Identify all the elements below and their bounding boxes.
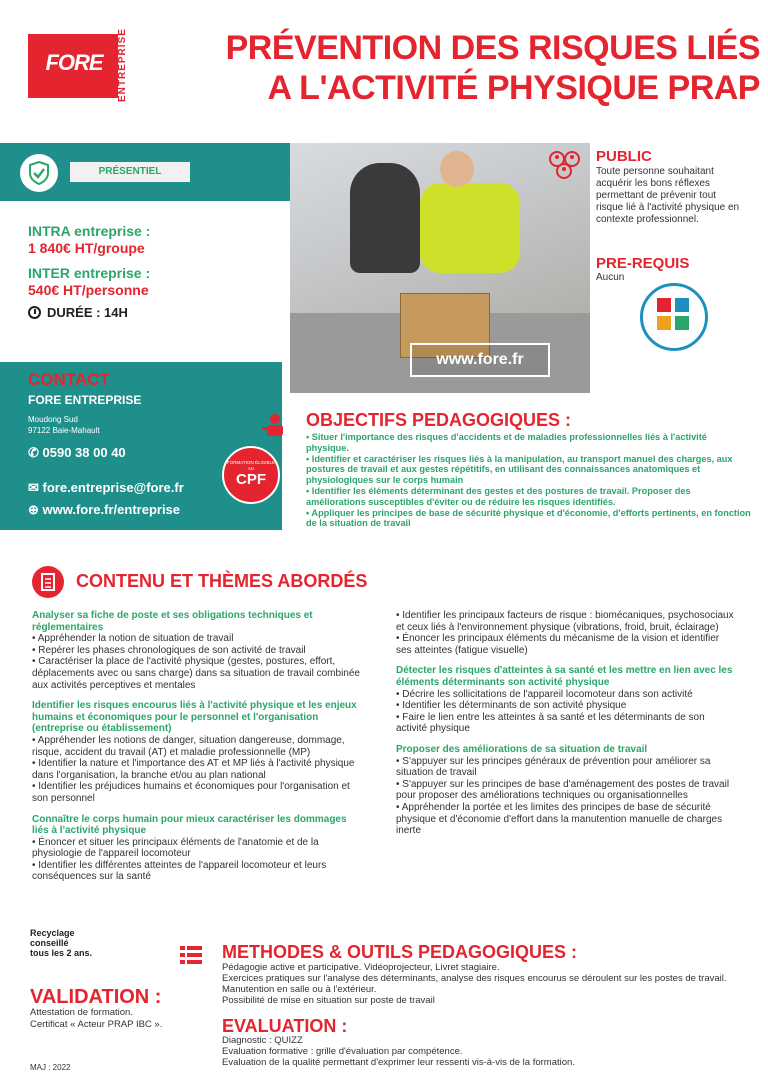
section-heading: Analyser sa fiche de poste et ses obligations techniques et réglementaires bbox=[32, 610, 313, 633]
methods-title: METHODES & OUTILS PEDAGOGIQUES : bbox=[222, 942, 578, 962]
methods-line: Possibilité de mise en situation sur poste de travail bbox=[222, 995, 435, 1006]
web-address: www.fore.fr/entreprise bbox=[42, 502, 181, 517]
phone-number: 0590 38 00 40 bbox=[42, 445, 126, 460]
page-title bbox=[140, 28, 760, 108]
cpf-badge bbox=[222, 446, 280, 504]
shield-icon bbox=[20, 154, 58, 192]
section-heading: Connaître le corps humain pour mieux caractériser les dommages liés à l'activité physique bbox=[32, 813, 347, 837]
inter-price: 540€ HT/personne bbox=[28, 282, 149, 298]
recycling-line: Recyclage bbox=[30, 928, 75, 938]
intra-price: 1 840€ HT/groupe bbox=[28, 240, 145, 256]
pricing bbox=[28, 223, 288, 299]
intra-label: INTRA entreprise : bbox=[28, 223, 151, 239]
accessibility-icon bbox=[640, 283, 708, 351]
logo-side bbox=[117, 28, 131, 102]
validation-title: VALIDATION : bbox=[30, 986, 162, 1008]
clock-icon bbox=[28, 306, 41, 319]
globe-icon: ⊕ bbox=[28, 502, 43, 517]
objectives-title: OBJECTIFS PEDAGOGIQUES : bbox=[306, 410, 572, 430]
section-body: • Énoncer et situer les principaux éléments de l'anatomie et de la physiologie de l'appareil locomoteur • Identifier les différentes atteintes de l'appareil locomoteur et leurs conséquences sur la santé bbox=[32, 836, 327, 883]
clipboard-icon bbox=[32, 566, 64, 598]
evaluation-title: EVALUATION : bbox=[222, 1016, 348, 1036]
objectives-list bbox=[306, 432, 752, 529]
public-title: PUBLIC bbox=[596, 148, 652, 165]
section-heading: Identifier les risques encourus liés à l'activité physique et les enjeux humains et économiques pour le personnel et l'organisation (entreprise ou établissement) bbox=[32, 700, 357, 735]
recycling-line: tous les 2 ans. bbox=[30, 948, 93, 958]
methods-line: Exercices pratiques sur l'analyse des déterminants, analyse des risques encourus se déroulent sur les postes de travail. Manutention en salle ou à l'extérieur. bbox=[222, 973, 727, 995]
update-date: MAJ : 2022 bbox=[30, 1063, 71, 1072]
objective-item: • Appliquer les principes de base de sécurité physique et d'économie, d'efforts pertinents, en fonction de la situation de travail bbox=[306, 507, 751, 529]
evaluation-line: Evaluation formative : grille d'évaluation par compétence. bbox=[222, 1046, 463, 1057]
content-right-column bbox=[396, 610, 736, 837]
contact-title: CONTACT bbox=[28, 370, 110, 389]
methods-line: Pédagogie active et participative. Vidéoprojecteur, Livret stagiaire. bbox=[222, 962, 500, 973]
mail-icon: ✉ bbox=[28, 480, 43, 495]
title-line-2: A L'ACTIVITÉ PHYSIQUE PRAP bbox=[267, 69, 760, 107]
list-icon bbox=[180, 944, 202, 966]
email-address: fore.entreprise@fore.fr bbox=[42, 480, 184, 495]
photo-url[interactable]: www.fore.fr bbox=[410, 343, 550, 377]
section-heading: Détecter les risques d'atteintes à sa santé et les mettre en lien avec les éléments déterminants son activité physique bbox=[396, 665, 733, 688]
contact-web[interactable] bbox=[28, 502, 180, 518]
people-icon bbox=[548, 150, 582, 180]
cpf-small: FORMATION ÉLIGIBLE AU bbox=[227, 460, 275, 471]
contact-address bbox=[28, 414, 100, 436]
recycling-note bbox=[30, 928, 92, 958]
section-body: • Décrire les sollicitations de l'appareil locomoteur dans son activité • Identifier les déterminants de son activité physique • Faire le lien entre les atteintes à sa santé et les déterminants de son activité physique bbox=[396, 688, 705, 735]
prereq-title: PRE-REQUIS bbox=[596, 255, 690, 272]
prereq-text: Aucun bbox=[596, 272, 625, 283]
public-text: Toute personne souhaitant acquérir les bons réflexes permettant de prévenir tout risque lié à l'activité physique en contexte professionnel. bbox=[596, 166, 740, 225]
phone-icon: ✆ bbox=[28, 445, 43, 460]
duration-label: DURÉE : 14H bbox=[47, 305, 128, 320]
format-badge: PRÉSENTIEL bbox=[70, 162, 190, 182]
trainer-icon bbox=[262, 412, 288, 438]
contact-email[interactable] bbox=[28, 480, 184, 496]
address-line-2: 97122 Baie-Mahault bbox=[28, 426, 100, 435]
evaluation-text bbox=[222, 1035, 752, 1068]
section-body: • Appréhender la notion de situation de travail • Repérer les phases chronologiques de son activité de travail • Caractériser la place de l'activité physique (gestes, postures, effort, déplacements avec ou sans charge) dans sa situation de travail combinée aux activités perceptives et mentales bbox=[32, 633, 360, 691]
address-line-1: Moudong Sud bbox=[28, 415, 78, 424]
title-line-1: PRÉVENTION DES RISQUES LIÉS bbox=[225, 29, 760, 67]
content-left-column bbox=[32, 610, 362, 883]
objective-item: • Identifier les éléments déterminant des gestes et des postures de travail. Proposer des améliorations susceptibles d'éviter ou de réduire les risques identifiés. bbox=[306, 485, 691, 507]
section-body: • Identifier les principaux facteurs de risque : biomécaniques, psychosociaux et ceux liés à l'environnement physique (vibrations, froid, bruit, éclairage) • Énoncer les principaux éléments du mécanisme de la vision et identifier ses atteintes (fatigue visuelle) bbox=[396, 610, 734, 656]
contact-phone[interactable] bbox=[28, 445, 126, 461]
validation-text: Attestation de formation. Certificat « Acteur PRAP IBC ». bbox=[30, 1007, 163, 1030]
section-heading: Proposer des améliorations de sa situation de travail bbox=[396, 743, 648, 755]
cpf-big: CPF bbox=[236, 471, 266, 488]
duration bbox=[28, 305, 128, 320]
methods-text bbox=[222, 962, 752, 1006]
recycling-line: conseillé bbox=[30, 938, 69, 948]
section-body: • Appréhender les notions de danger, situation dangereuse, dommage, risque, accident du travail (AT) et maladie professionnelle (MP) • Identifier la nature et l'importance des AT et MP liés à l'activité physique dans l'organisation, la branche et/ou au plan national • Identifier les préjudices humains et économiques pour l'organisation et son personnel bbox=[32, 734, 355, 804]
hero-photo bbox=[290, 143, 590, 393]
inter-label: INTER entreprise : bbox=[28, 265, 151, 281]
logo: FORE bbox=[45, 50, 103, 75]
evaluation-line: Diagnostic : QUIZZ bbox=[222, 1035, 303, 1046]
evaluation-line: Evaluation de la qualité permettant d'exprimer leur ressenti vis-à-vis de la formation. bbox=[222, 1057, 575, 1068]
contact-org: FORE ENTREPRISE bbox=[28, 393, 142, 407]
objective-item: • Identifier et caractériser les risques liés à la manipulation, au transport manuel des charges, aux postures de travail et aux gestes répétitifs, en utilisant des connaissances anatomiques et physiologiques sur le corps humain bbox=[306, 453, 733, 486]
objective-item: • Situer l'importance des risques d'accidents et de maladies professionnelles liés à l'activité physique. bbox=[306, 432, 707, 453]
section-body: • S'appuyer sur les principes généraux de prévention pour améliorer sa situation de travail • S'appuyer sur les principes de base d'aménagement des postes de travail pour proposer des améliorations techniques ou organisationnelles • Appréhender la portée et les limites des principes de base de sécurité physique et d'économie d'effort dans la manutention manuelle de charges inerte bbox=[396, 755, 730, 837]
logo-side-label: ENTREPRISE bbox=[117, 28, 128, 102]
content-title: CONTENU ET THÈMES ABORDÉS bbox=[76, 571, 368, 591]
